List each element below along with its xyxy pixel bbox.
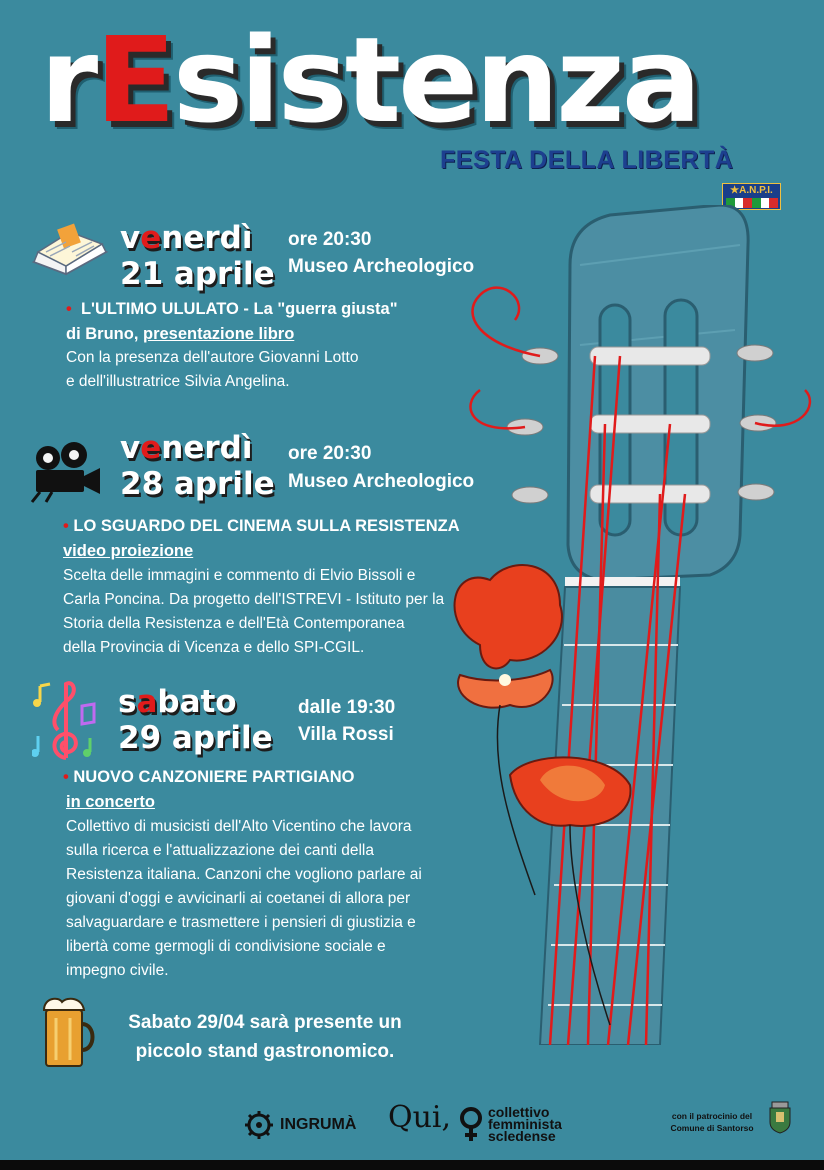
poppy-flower bbox=[455, 565, 562, 895]
collettivo-femminista-logo bbox=[458, 1106, 562, 1142]
event-3-body-line: libertà come germogli di condivisione sociale e bbox=[66, 938, 386, 955]
event-1-day-part: nerdì bbox=[161, 220, 253, 256]
patronage-text bbox=[662, 1110, 762, 1134]
event-3-body-line: sulla ricerca e l'attualizzazione dei canti della bbox=[66, 842, 374, 859]
event-3-title: • NUOVO CANZONIERE PARTIGIANO bbox=[63, 768, 355, 786]
event-3-body-line: Collettivo di musicisti dell'Alto Vicentino che lavora bbox=[66, 818, 412, 835]
event-3-body-line: salvaguardare e trasmettere i pensieri di giustizia e bbox=[66, 914, 416, 931]
feminist-symbol-icon bbox=[458, 1106, 484, 1142]
event-3-place: Villa Rossi bbox=[298, 724, 394, 745]
guitar-illustration bbox=[420, 205, 824, 1045]
ingruma-logo bbox=[244, 1110, 356, 1140]
event-3-tag: in concerto bbox=[66, 793, 155, 811]
collettivo-line: collettivo bbox=[488, 1104, 550, 1120]
event-1-time: ore 20:30 bbox=[288, 229, 372, 250]
event-3-title-text: NUOVO CANZONIERE PARTIGIANO bbox=[73, 768, 355, 786]
title-suffix: sistenza bbox=[172, 11, 699, 149]
event-3-body-line: giovani d'oggi e avvicinarli ai coetanei di allora per bbox=[66, 890, 411, 907]
event-1-tag: presentazione libro bbox=[143, 325, 295, 343]
event-2-place: Museo Archeologico bbox=[288, 471, 475, 492]
ingruma-text: INGRUMÀ bbox=[280, 1116, 357, 1133]
anpi-logo-text: ★A.N.P.I. bbox=[730, 185, 773, 196]
gear-icon bbox=[244, 1110, 274, 1140]
event-1-day-accent: e bbox=[140, 220, 162, 256]
event-2-day-part: v bbox=[120, 430, 141, 466]
event-1-day bbox=[120, 220, 252, 256]
event-1-date: 21 aprile bbox=[120, 256, 275, 292]
event-1-place: Museo Archeologico bbox=[288, 256, 475, 277]
film-camera-icon bbox=[26, 440, 106, 505]
patronage-line: Comune di Santorso bbox=[670, 1123, 754, 1133]
event-2-day-accent: e bbox=[140, 430, 162, 466]
event-3-body-line: impegno civile. bbox=[66, 962, 169, 979]
event-3-date: 29 aprile bbox=[118, 720, 273, 756]
event-2-body-line: della Provincia di Vicenza e dello SPI-CGIL. bbox=[63, 639, 365, 656]
event-2-day bbox=[120, 430, 252, 466]
event-3-body-line: Resistenza italiana. Canzoni che vogliono parlare ai bbox=[66, 866, 422, 883]
bottom-bar bbox=[0, 1160, 824, 1170]
stand-note-line: piccolo stand gastronomico. bbox=[135, 1041, 395, 1062]
poster-title bbox=[40, 10, 800, 150]
event-2-body-line: Carla Poncina. Da progetto dell'ISTREVI - Istituto per la bbox=[63, 591, 445, 608]
event-2-body-line: Storia della Resistenza e dell'Età Contemporanea bbox=[63, 615, 405, 632]
event-1-title-text: L'ULTIMO ULULATO - La "guerra giusta" bbox=[80, 300, 398, 318]
event-3-day-part: bato bbox=[157, 684, 237, 720]
event-2-body-line: Scelta delle immagini e commento di Elvio Bissoli e bbox=[63, 567, 416, 584]
stand-note-line: Sabato 29/04 sarà presente un bbox=[128, 1012, 402, 1033]
event-2-time: ore 20:30 bbox=[288, 443, 372, 464]
collettivo-line: scledense bbox=[488, 1128, 556, 1144]
event-1-day-part: v bbox=[120, 220, 141, 256]
event-2-tag: video proiezione bbox=[63, 542, 194, 560]
event-2-day-part: nerdì bbox=[161, 430, 253, 466]
event-2-title: • LO SGUARDO DEL CINEMA SULLA RESISTENZA bbox=[63, 517, 460, 535]
title-prefix: r bbox=[40, 11, 96, 149]
event-2-title-text: LO SGUARDO DEL CINEMA SULLA RESISTENZA bbox=[73, 517, 460, 535]
event-1-body-line: e dell'illustratrice Silvia Angelina. bbox=[66, 373, 290, 390]
event-3-day-accent: a bbox=[136, 684, 158, 720]
event-3-time: dalle 19:30 bbox=[298, 697, 396, 718]
title-highlight: E bbox=[95, 11, 173, 149]
patronage-line: con il patrocinio del bbox=[671, 1111, 753, 1121]
book-icon bbox=[30, 222, 110, 287]
qui-logo: Qui, bbox=[388, 1100, 452, 1135]
event-2-date: 28 aprile bbox=[120, 466, 275, 502]
beer-mug-icon bbox=[42, 996, 98, 1070]
event-3-day bbox=[118, 684, 237, 720]
event-3-day-part: s bbox=[118, 684, 137, 720]
event-1-body-line: Con la presenza dell'autore Giovanni Lotto bbox=[66, 349, 359, 366]
music-notes-icon bbox=[32, 676, 102, 766]
event-1-title-line2 bbox=[66, 322, 294, 346]
coat-of-arms-icon bbox=[766, 1100, 794, 1134]
event-1-title-line2-text: di Bruno, bbox=[66, 325, 143, 343]
collettivo-line: femminista bbox=[488, 1116, 562, 1132]
poster-subtitle: FESTA DELLA LIBERTÀ bbox=[440, 146, 734, 174]
event-1-title: • L'ULTIMO ULULATO - La "guerra giusta" bbox=[66, 300, 398, 318]
